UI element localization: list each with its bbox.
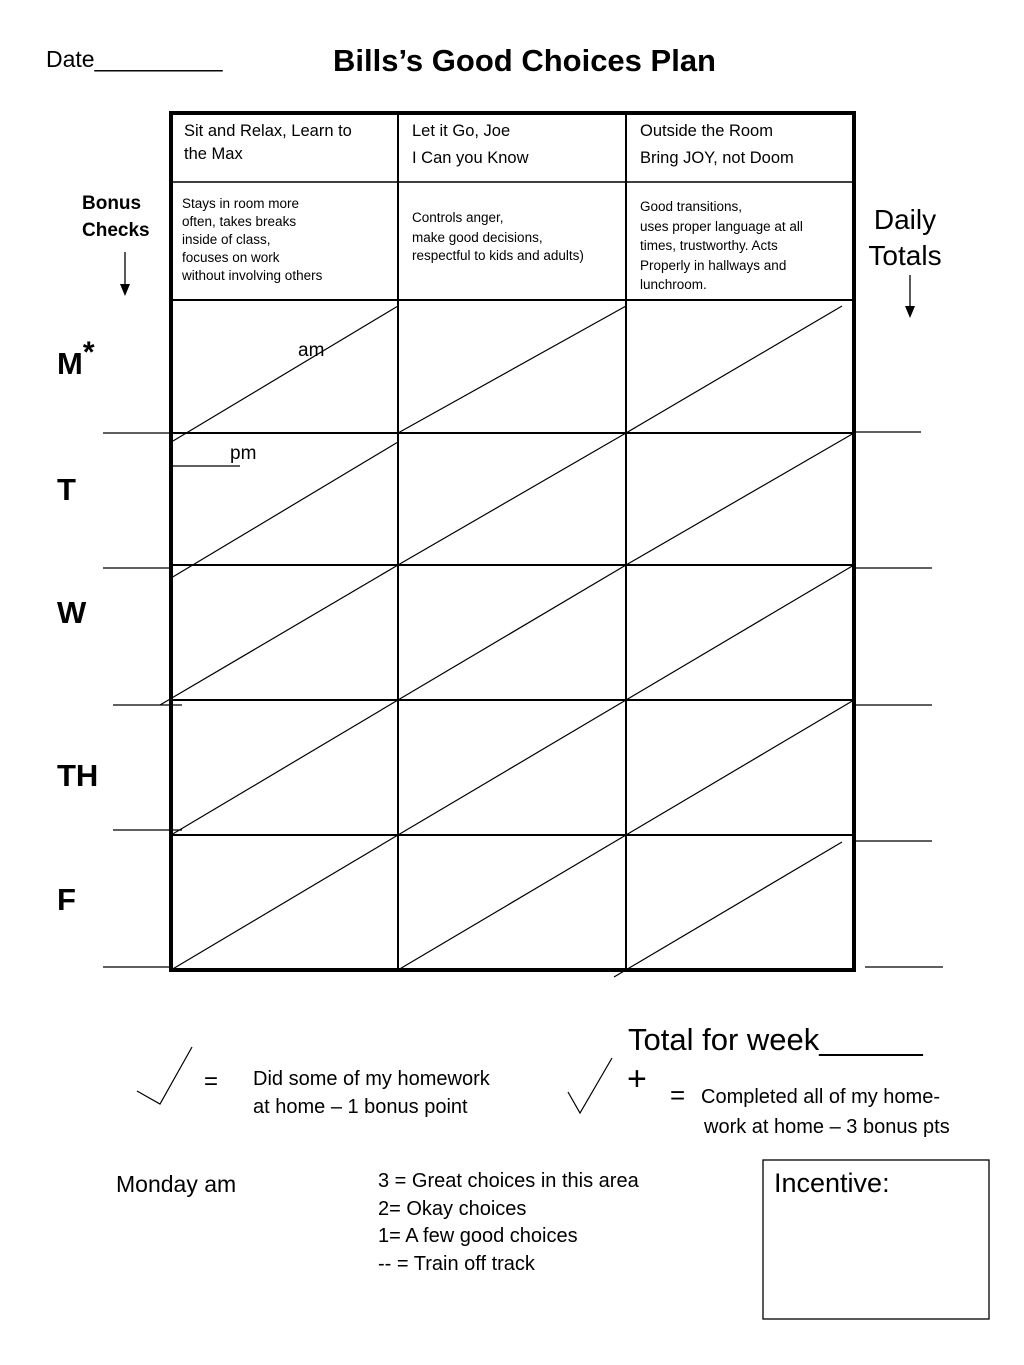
check-plus-sign: + xyxy=(627,1060,647,1098)
day-label-wednesday: W xyxy=(57,595,87,630)
description-line: make good decisions, xyxy=(412,230,543,245)
column-title-line: Let it Go, Joe xyxy=(412,122,511,140)
description-line: respectful to kids and adults) xyxy=(412,248,584,263)
cell-diagonal xyxy=(626,306,842,433)
cell-diagonal xyxy=(398,433,626,565)
cell-diagonal xyxy=(626,433,854,565)
daily-totals-label xyxy=(860,202,950,274)
cell-diagonal xyxy=(171,700,398,835)
column-title-2 xyxy=(412,118,622,172)
date-field[interactable]: Date__________ xyxy=(46,46,223,72)
cell-diagonals xyxy=(160,306,854,977)
cell-diagonal xyxy=(398,700,626,835)
description-line: uses proper language at all xyxy=(640,218,803,234)
description-line: times, trustworthy. Acts xyxy=(640,238,778,253)
totals-arrow-head xyxy=(905,306,915,318)
scale-item: 2= Okay choices xyxy=(378,1197,527,1220)
cell-diagonal xyxy=(171,442,398,578)
cell-diagonal xyxy=(626,700,854,835)
scale-item: 3 = Great choices in this area xyxy=(378,1170,639,1192)
column-title-line: I Can you Know xyxy=(412,149,529,167)
description-line: inside of class, xyxy=(182,232,271,247)
column-description-3 xyxy=(640,197,852,295)
check-equals: = xyxy=(204,1068,219,1095)
cell-diagonal xyxy=(173,306,398,441)
page-title: Bills’s Good Choices Plan xyxy=(333,43,716,78)
legend-line: at home – 1 bonus point xyxy=(253,1095,468,1118)
total-for-week-field[interactable]: Total for week______ xyxy=(628,1022,923,1057)
legend-line: work at home – 3 bonus pts xyxy=(704,1116,950,1138)
check-plus-icon xyxy=(568,1058,612,1113)
day-label-tuesday: T xyxy=(57,472,76,507)
scale-item: -- = Train off track xyxy=(378,1252,535,1275)
description-line: without involving others xyxy=(182,268,323,283)
check-legend-text xyxy=(253,1066,490,1121)
column-title-line: Outside the Room xyxy=(640,122,773,140)
monday-am-marker: am xyxy=(298,340,325,361)
bonus-checks-line: Checks xyxy=(82,220,150,241)
description-line: Properly in hallways and xyxy=(640,257,787,273)
description-line: focuses on work xyxy=(182,250,280,265)
bonus-checks-label xyxy=(82,190,150,244)
column-title-line: Bring JOY, not Doom xyxy=(640,149,794,167)
cell-diagonal xyxy=(626,565,854,700)
monday-asterisk: * xyxy=(82,336,95,369)
description-line: lunchroom. xyxy=(640,277,707,292)
bonus-checks-line: Bonus xyxy=(82,193,142,214)
description-line: often, takes breaks xyxy=(182,214,297,229)
column-description-1 xyxy=(182,195,394,285)
description-line: Good transitions, xyxy=(640,199,743,214)
monday-pm-marker: pm xyxy=(230,443,257,464)
bonus-arrow-head xyxy=(120,284,130,296)
column-title-line: Sit and Relax, Learn to xyxy=(184,122,352,140)
cell-diagonal xyxy=(614,842,842,977)
column-title-3 xyxy=(640,118,850,172)
check-plus-equals: = xyxy=(670,1080,686,1110)
description-line: Controls anger, xyxy=(412,210,504,225)
monday-am-label: Monday am xyxy=(116,1171,237,1197)
cell-diagonal xyxy=(398,835,626,970)
daily-totals-line: Daily xyxy=(873,204,937,235)
cell-diagonal xyxy=(398,306,626,433)
column-description-2 xyxy=(412,208,624,266)
legend-line: Did some of my homework xyxy=(253,1068,490,1090)
legend-line: Completed all of my home- xyxy=(701,1086,940,1108)
scale-item: 1= A few good choices xyxy=(378,1225,578,1247)
check-plus-legend-text xyxy=(701,1082,950,1142)
rating-scale xyxy=(378,1168,639,1278)
check-icon xyxy=(137,1047,192,1104)
description-line: Stays in room more xyxy=(182,196,300,211)
day-label-thursday: TH xyxy=(57,758,99,793)
column-title-line: the Max xyxy=(184,145,243,163)
incentive-label: Incentive: xyxy=(774,1168,890,1198)
cell-diagonal xyxy=(398,565,626,700)
day-label-friday: F xyxy=(57,882,76,917)
day-label-monday: M* xyxy=(57,336,95,381)
column-title-1 xyxy=(184,120,394,166)
cell-diagonal xyxy=(160,565,398,705)
cell-diagonal xyxy=(171,835,398,970)
daily-totals-line: Totals xyxy=(868,240,942,271)
